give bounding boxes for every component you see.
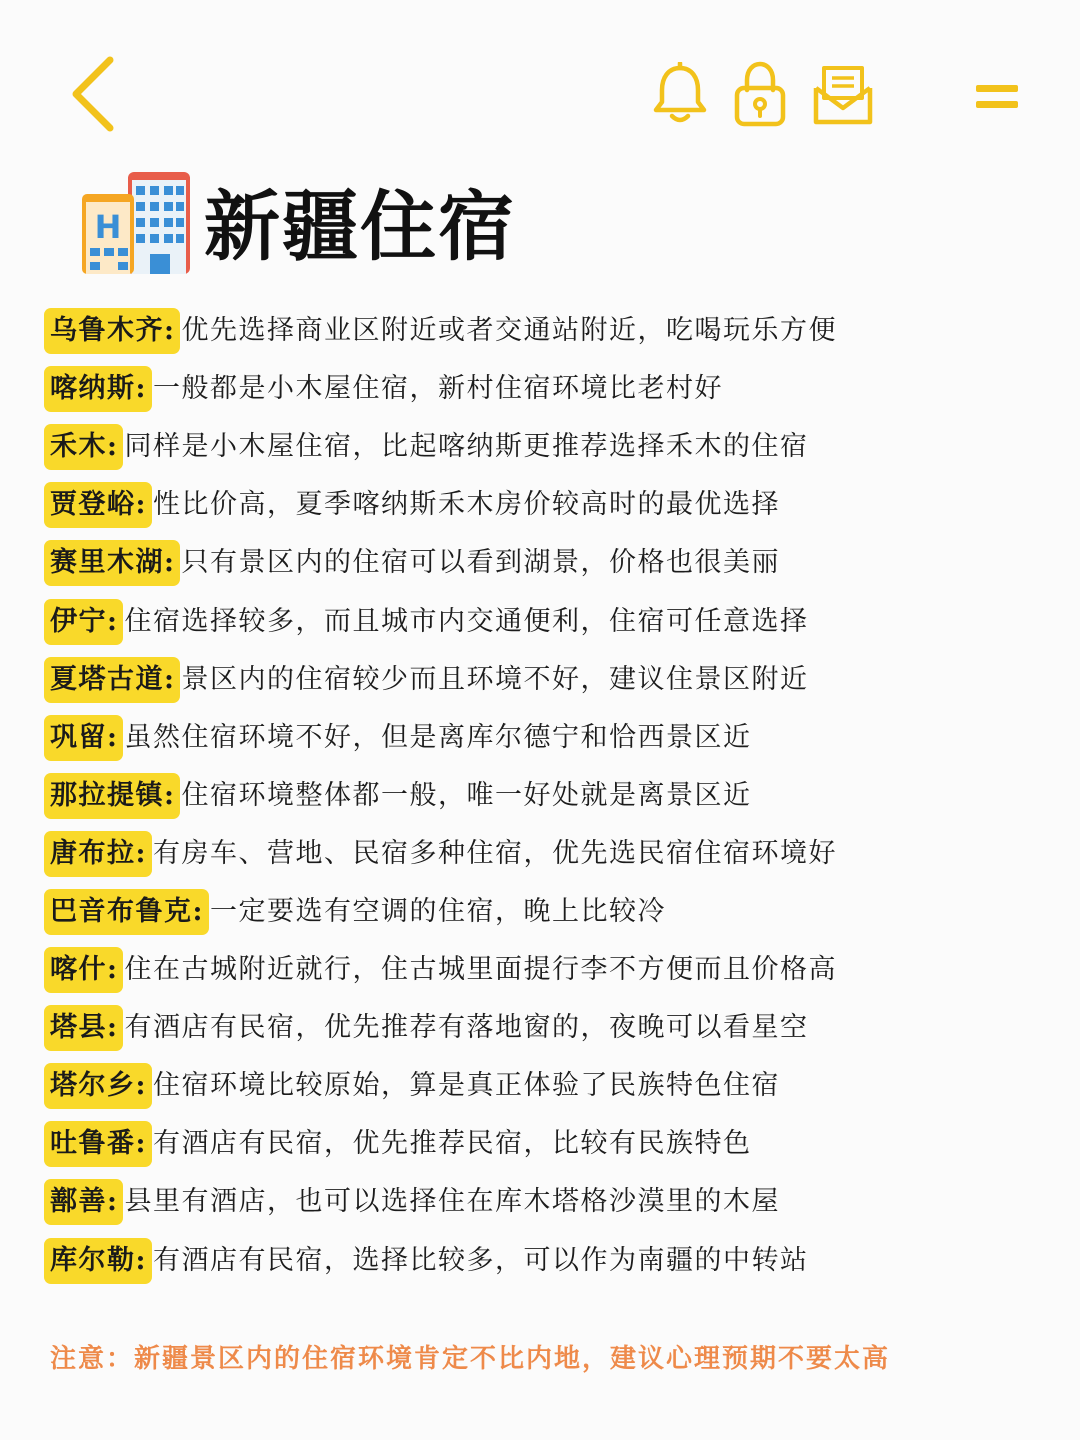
list-item — [44, 1057, 1044, 1115]
accommodation-list — [44, 302, 1044, 1290]
list-item — [44, 709, 1044, 767]
place-description: 有酒店有民宿，优先推荐民宿，比较有民族特色 — [152, 1128, 752, 1160]
place-description: 虽然住宿环境不好，但是离库尔德宁和恰西景区近 — [124, 721, 752, 753]
place-label: 禾木: — [44, 424, 123, 470]
place-description: 景区内的住宿较少而且环境不好，建议住景区附近 — [181, 663, 809, 695]
place-description: 优先选择商业区附近或者交通站附近，吃喝玩乐方便 — [181, 315, 837, 347]
list-item — [44, 941, 1044, 999]
list-item — [44, 1115, 1044, 1173]
list-item — [44, 1232, 1044, 1290]
list-item — [44, 825, 1044, 883]
mail-icon[interactable] — [812, 64, 874, 126]
list-item — [44, 302, 1044, 360]
place-description: 一定要选有空调的住宿，晚上比较冷 — [209, 895, 666, 927]
place-label: 喀什: — [44, 947, 123, 993]
hotel-icon — [78, 168, 194, 278]
place-description: 有酒店有民宿，优先推荐有落地窗的，夜晚可以看星空 — [124, 1012, 809, 1044]
list-item — [44, 592, 1044, 650]
list-item — [44, 1173, 1044, 1231]
place-label: 夏塔古道: — [44, 657, 180, 703]
list-item — [44, 534, 1044, 592]
place-label: 乌鲁木齐: — [44, 308, 180, 354]
lock-icon[interactable] — [733, 60, 787, 128]
place-label: 巩留: — [44, 715, 123, 761]
place-description: 有酒店有民宿，选择比较多，可以作为南疆的中转站 — [152, 1244, 809, 1276]
list-item — [44, 651, 1044, 709]
place-description: 同样是小木屋住宿，比起喀纳斯更推荐选择禾木的住宿 — [124, 431, 809, 463]
place-description: 住宿选择较多，而且城市内交通便利，住宿可任意选择 — [124, 605, 809, 637]
svg-text:H: H — [94, 208, 122, 246]
place-description: 住宿环境比较原始，算是真正体验了民族特色住宿 — [152, 1070, 780, 1102]
list-item — [44, 883, 1044, 941]
place-description: 只有景区内的住宿可以看到湖景，价格也很美丽 — [181, 547, 780, 579]
place-label: 库尔勒: — [44, 1238, 152, 1284]
place-description: 一般都是小木屋住宿，新村住宿环境比老村好 — [152, 373, 723, 405]
list-item — [44, 476, 1044, 534]
list-item — [44, 999, 1044, 1057]
place-label: 塔县: — [44, 1005, 123, 1051]
list-item — [44, 418, 1044, 476]
place-description: 有房车、营地、民宿多种住宿，优先选民宿住宿环境好 — [152, 837, 837, 869]
place-description: 住在古城附近就行，住古城里面提行李不方便而且价格高 — [124, 954, 837, 986]
list-item — [44, 767, 1044, 825]
place-label: 伊宁: — [44, 599, 123, 645]
footer-note: 注意：新疆景区内的住宿环境肯定不比内地，建议心理预期不要太高 — [50, 1344, 891, 1374]
place-label: 那拉提镇: — [44, 773, 180, 819]
place-description: 性比价高，夏季喀纳斯禾木房价较高时的最优选择 — [152, 489, 780, 521]
title-section — [78, 168, 778, 278]
place-label: 吐鲁番: — [44, 1121, 152, 1167]
place-label: 塔尔乡: — [44, 1063, 152, 1109]
place-label: 喀纳斯: — [44, 366, 152, 412]
back-arrow-icon[interactable] — [62, 52, 126, 136]
top-bar — [0, 0, 1080, 150]
list-item — [44, 360, 1044, 418]
bell-icon[interactable] — [650, 62, 710, 126]
menu-icon[interactable] — [974, 82, 1020, 112]
place-description: 住宿环境整体都一般，唯一好处就是离景区近 — [181, 779, 752, 811]
place-label: 鄯善: — [44, 1179, 123, 1225]
place-label: 贾登峪: — [44, 482, 152, 528]
place-label: 唐布拉: — [44, 831, 152, 877]
place-label: 赛里木湖: — [44, 540, 180, 586]
page-title: 新疆住宿 — [204, 182, 516, 271]
place-description: 县里有酒店，也可以选择住在库木塔格沙漠里的木屋 — [124, 1186, 780, 1218]
place-label: 巴音布鲁克: — [44, 889, 209, 935]
